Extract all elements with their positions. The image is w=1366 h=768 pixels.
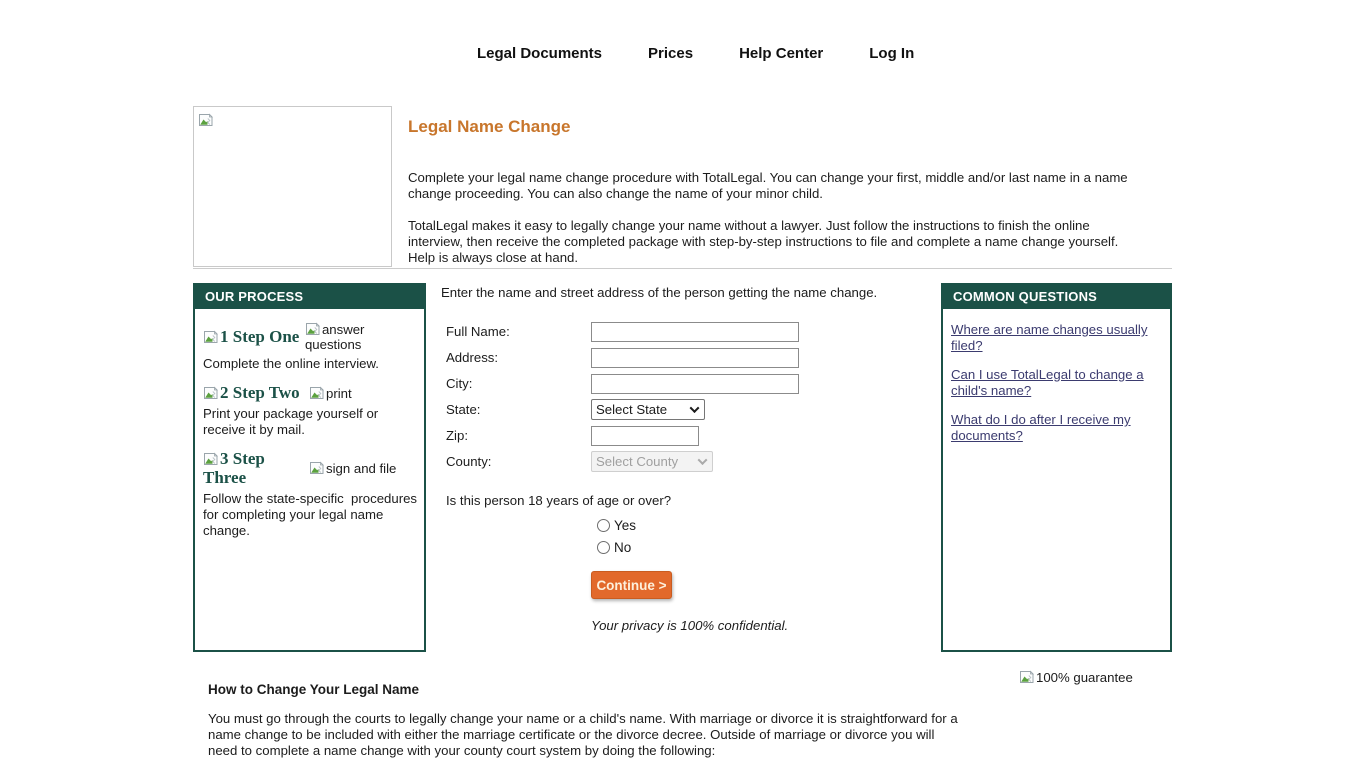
state-select-value: Select State [596,402,668,417]
zip-label: Zip: [446,428,468,443]
step-two-description: Print your package yourself or receive it by mail. [203,406,382,437]
step-one-title-text: 1 Step One [220,327,300,346]
form-intro: Enter the name and street address of the person getting the name change. [441,285,878,300]
chevron-down-icon [690,403,700,413]
state-row [441,399,941,420]
broken-image-icon [203,329,219,345]
step-three-title [203,449,309,487]
header-divider [193,268,1172,269]
full-name-label: Full Name: [446,324,510,339]
privacy-note: Your privacy is 100% confidential. [591,618,789,633]
city-input[interactable] [591,374,799,394]
step-two-alt [309,385,352,401]
broken-image-icon [305,321,321,337]
question-link-child-name[interactable]: Can I use TotalLegal to change a child's name? [951,367,1144,398]
address-label: Address: [446,350,499,365]
step-one-header [203,321,420,352]
broken-image-icon [309,385,325,401]
intro-paragraph-2: TotalLegal makes it easy to legally change your name without a lawyer. Just follow the instructions to finish the online interview, then receive the completed package with step-by-step instructions to file and complete a name change yourself. Help is always close at hand. [408,218,1119,265]
step-one-alt-text: answer questions [304,322,365,352]
step-two-title [203,383,309,402]
howto-heading: How to Change Your Legal Name [208,682,420,697]
county-select[interactable] [591,451,713,472]
yes-radio-label: Yes [614,518,637,533]
step-one-title [203,327,305,346]
common-questions-heading: COMMON QUESTIONS [943,285,1170,309]
step-three-alt [309,460,396,476]
name-change-form [441,285,941,633]
step-two-title-text: 2 Step Two [220,383,300,402]
full-name-input[interactable] [591,322,799,342]
question-link-after-documents[interactable]: What do I do after I receive my documents? [951,412,1131,443]
nav-log-in[interactable]: Log In [869,45,915,62]
step-three-description: Follow the state-specific procedures for completing your legal name change. [203,491,421,538]
state-select[interactable] [591,399,705,420]
address-row [441,347,941,368]
page-title: Legal Name Change [408,117,571,136]
hero-image-placeholder [193,106,392,267]
nav-prices[interactable]: Prices [648,45,694,62]
no-radio-label: No [614,540,632,555]
full-name-row [441,321,941,342]
county-label: County: [446,454,492,469]
guarantee-text: 100% guarantee [1036,669,1133,685]
step-two-alt-text: print [326,385,352,401]
no-radio-row [597,540,941,555]
broken-image-icon [1019,669,1035,685]
step-three-header [203,449,420,487]
county-select-value: Select County [596,454,679,469]
city-row [441,373,941,394]
common-questions-panel [941,283,1172,652]
step-two-header [203,383,420,402]
broken-image-icon [203,385,219,401]
broken-image-icon [309,460,325,476]
top-nav [477,45,914,62]
question-link-where-filed[interactable]: Where are name changes usually filed? [951,322,1148,353]
nav-help-center[interactable]: Help Center [739,45,824,62]
address-input[interactable] [591,348,799,368]
step-three-title-text: 3 Step Three [203,449,265,487]
zip-input[interactable] [591,426,699,446]
zip-row [441,425,941,446]
step-three-alt-text: sign and file [326,461,397,476]
nav-legal-documents[interactable]: Legal Documents [477,45,603,62]
yes-radio[interactable] [597,519,610,532]
howto-paragraph: You must go through the courts to legally change your name or a child's name. With marriage or divorce it is straightforward for a name change to be included with either the marriage certificate or the divorce decree. Outside of marriage or divorce you will need to complete a name change with your county court system by doing the following: [208,711,958,758]
our-process-heading: OUR PROCESS [195,285,424,309]
our-process-panel [193,283,426,652]
broken-image-icon [203,451,219,467]
guarantee-badge [1019,669,1133,685]
age-question: Is this person 18 years of age or over? [446,493,672,508]
no-radio[interactable] [597,541,610,554]
county-row [441,451,941,472]
step-one-description: Complete the online interview. [203,356,379,371]
continue-button[interactable]: Continue > [591,571,672,599]
yes-radio-row [597,518,941,533]
city-label: City: [446,376,473,391]
state-label: State: [446,402,481,417]
step-one-alt [305,321,420,352]
chevron-down-icon [698,455,708,465]
broken-image-icon [198,112,214,128]
intro-paragraph-1: Complete your legal name change procedure with TotalLegal. You can change your first, middle and/or last name in a name change proceeding. You can also change the name of your minor child. [408,170,1128,201]
page-header [408,117,1143,282]
